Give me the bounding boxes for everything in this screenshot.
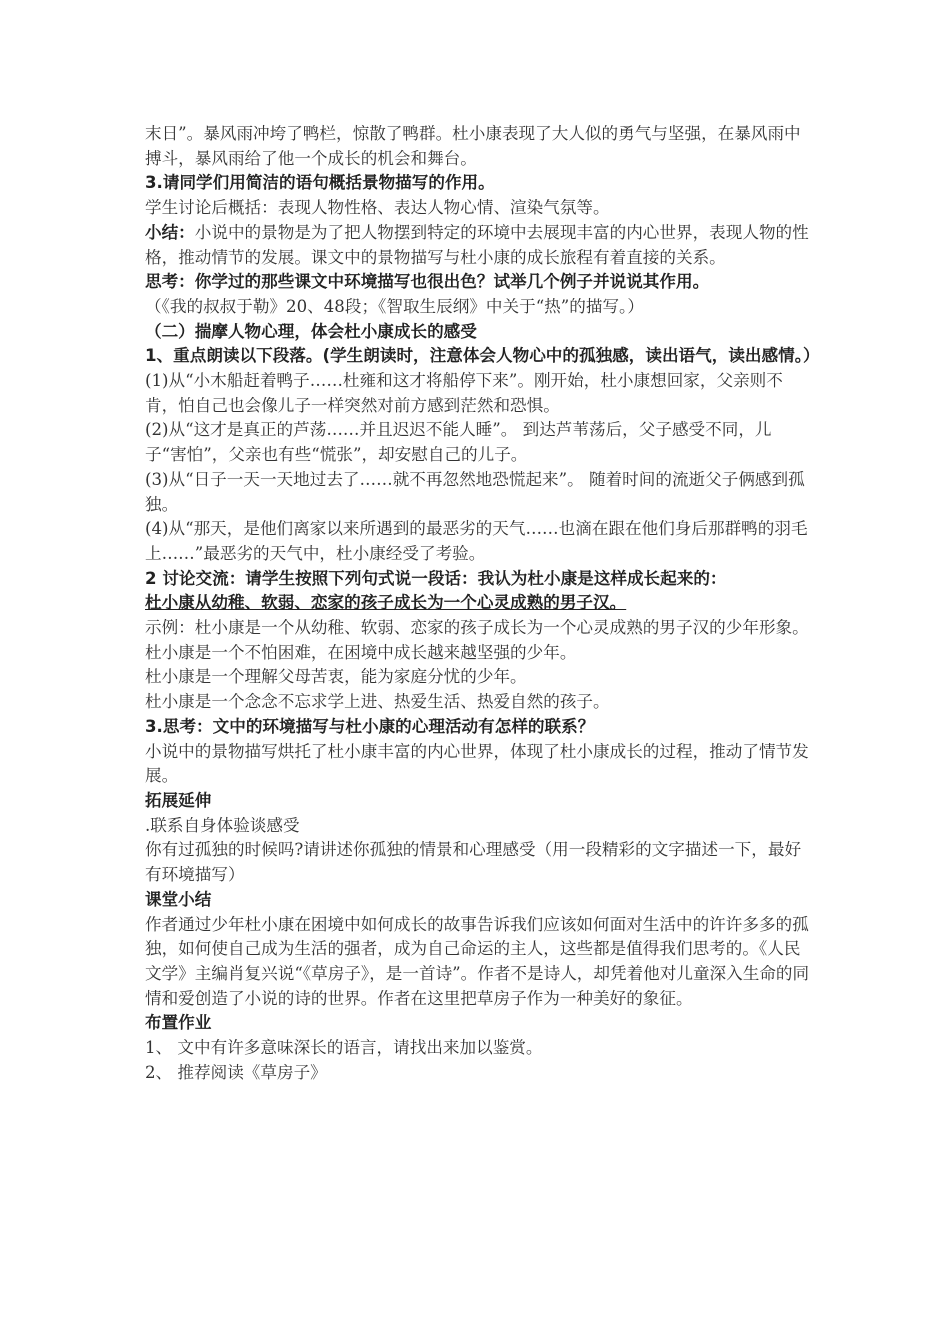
paragraph-storm: 末日”。暴风雨冲垮了鸭栏，惊散了鸭群。杜小康表现了大人似的勇气与坚强，在暴风雨中搏斗，暴风雨给了他一个成长的机会和舞台。	[145, 124, 801, 168]
example-paragraph: 示例：杜小康是一个从幼稚、软弱、恋家的孩子成长为一个心灵成熟的男子汉的少年形象。	[145, 618, 809, 638]
homework-item-1: 1、 文中有许多意味深长的语言，请找出来加以鉴赏。	[145, 1038, 543, 1058]
think-heading: 思考：你学过的那些课文中环境描写也很出色？试举几个例子并说说其作用。	[145, 272, 710, 292]
paragraph-summary	[145, 221, 813, 270]
class-summary-heading: 课堂小结	[145, 889, 212, 909]
summary-label: 小结：	[145, 222, 195, 242]
extension-question: 你有过孤独的时候吗?请讲述你孤独的情景和心理感受（用一段精彩的文字描述一下，最好有环境描写）	[145, 840, 802, 885]
summary-text: 小说中的景物是为了把人物摆到特定的环境中去展现丰富的内心世界，表现人物的性格，推动情节的发展。课文中的景物描写与杜小康的成长旅程有着直接的关系。	[145, 222, 809, 267]
class-summary-text: 作者通过少年杜小康在困境中如何成长的故事告诉我们应该如何面对生活中的许许多多的孤独，如何使自己成为生活的强者，成为自己命运的主人，这些都是值得我们思考的。《人民文学》主编肖复兴说“《草房子》，是一首诗”。作者不是诗人，却凭着他对儿童深入生命的同情和爱创造了小说的诗的世界。作者在这里把草房子作为一种美好的象征。	[145, 914, 810, 1008]
extension-heading: 拓展延伸	[145, 790, 212, 810]
discussion-sentence: 杜小康从幼稚、软弱、恋家的孩子成长为一个心灵成熟的男子汉。	[145, 593, 627, 613]
paragraph-examples: （《我的叔叔于勒》20、48段；《智取生辰纲》中关于“热”的描写。）	[145, 296, 644, 316]
question-3-heading: 3.请同学们用简洁的语句概括景物描写的作用。	[145, 173, 495, 193]
reading-task-heading: 1、重点朗读以下段落。(学生朗读时，注意体会人物心中的孤独感，读出语气，读出感情。）	[145, 346, 820, 366]
discussion-heading: 2 讨论交流：请学生按照下列句式说一段话：我认为杜小康是这样成长起来的：	[145, 568, 727, 588]
example-line-2: 杜小康是一个理解父母苦衷，能为家庭分忧的少年。	[145, 667, 527, 687]
section-2-heading: （二）揣摩人物心理，体会杜小康成长的感受	[145, 321, 477, 341]
reading-item-4: (4)从“那天，是他们离家以来所遇到的最恶劣的天气……也滴在跟在他们身后那群鸭的羽毛上……”最恶劣的天气中，杜小康经受了考验。	[145, 519, 808, 563]
question-3-think-heading: 3.思考：文中的环境描写与杜小康的心理活动有怎样的联系？	[145, 716, 595, 736]
homework-item-2: 2、 推荐阅读《草房子》	[145, 1062, 327, 1082]
paragraph-environment: 小说中的景物描写烘托了杜小康丰富的内心世界，体现了杜小康成长的过程，推动了情节发展。	[145, 741, 809, 786]
document-page	[145, 122, 820, 1085]
example-line-3: 杜小康是一个念念不忘求学上进、热爱生活、热爱自然的孩子。	[145, 692, 610, 712]
example-line-1: 杜小康是一个不怕困难，在困境中成长越来越坚强的少年。	[145, 642, 577, 662]
reading-item-3: (3)从“日子一天一天地过去了……就不再忽然地恐慌起来”。 随着时间的流逝父子俩感到孤独。	[145, 469, 805, 514]
paragraph-student-summary: 学生讨论后概括：表现人物性格、表达人物心情、渲染气氛等。	[145, 198, 610, 218]
extension-item: .联系自身体验谈感受	[145, 815, 300, 835]
homework-heading: 布置作业	[145, 1013, 212, 1033]
reading-item-1: (1)从“小木船赶着鸭子……杜雍和这才将船停下来”。刚开始，杜小康想回家，父亲则不肯，怕自己也会像儿子一样突然对前方感到茫然和恐惧。	[145, 371, 783, 415]
reading-item-2: (2)从“这才是真正的芦荡……并且迟迟不能人睡”。 到达芦苇荡后，父子感受不同，儿子“害怕”，父亲也有些“慌张”，却安慰自己的儿子。	[145, 420, 772, 465]
